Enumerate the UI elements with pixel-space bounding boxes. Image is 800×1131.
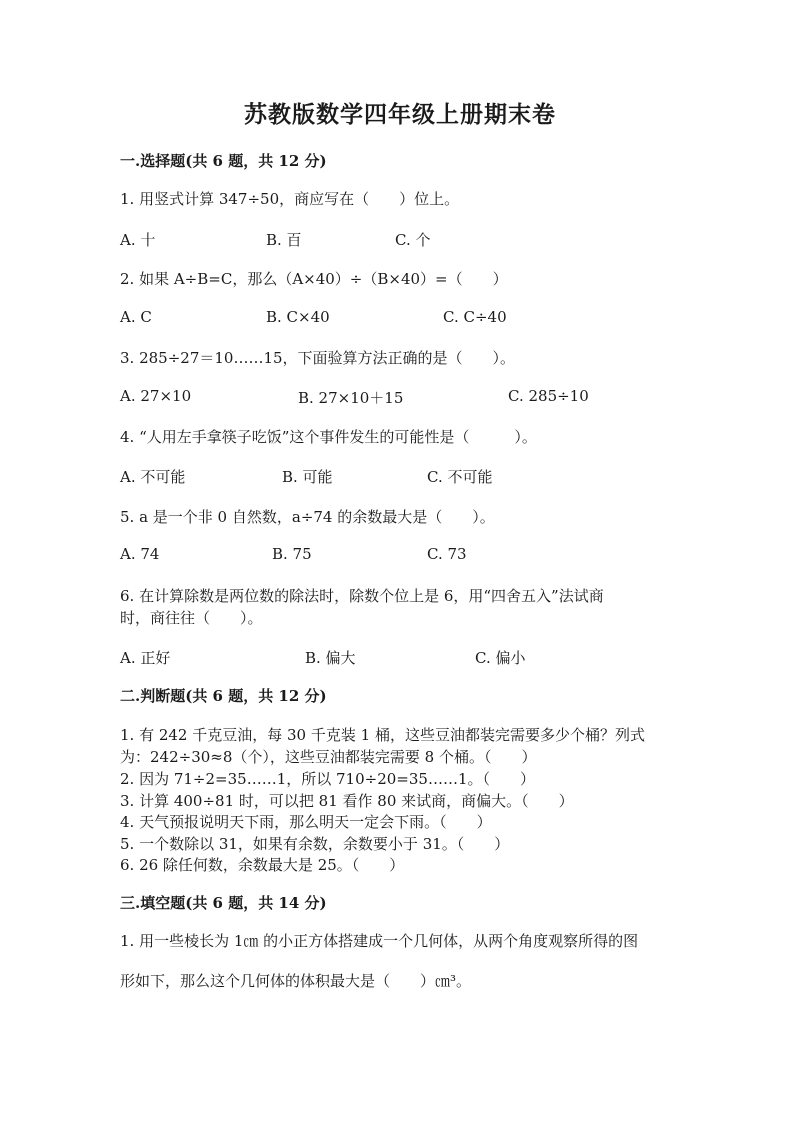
option-a: A. 27×10: [120, 387, 192, 405]
statement-line: 5. 一个数除以 31，如果有余数，余数要小于 31。（ ）: [120, 835, 510, 853]
option-b: B. 偏大: [305, 649, 356, 667]
option-c: C. C÷40: [443, 308, 507, 326]
question-text: 4. “人用左手拿筷子吃饭”这个事件发生的可能性是（ ）。: [120, 428, 537, 446]
option-c: C. 不可能: [427, 468, 493, 486]
question-text-line-2: 时，商往往（ ）。: [120, 609, 263, 627]
statement-line: 为：242÷30≈8（个），这些豆油都装完需要 8 个桶。（ ）: [120, 748, 537, 766]
question-text-line-2: 形如下，那么这个几何体的体积最大是（ ）㎝³。: [120, 972, 472, 990]
option-b: B. 27×10＋15: [298, 389, 404, 407]
question-text: 3. 285÷27＝10……15，下面验算方法正确的是（ ）。: [120, 349, 516, 367]
option-b: B. 75: [272, 545, 312, 563]
option-c: C. 个: [395, 231, 431, 249]
option-c: C. 73: [427, 545, 467, 563]
question-text-line-1: 6. 在计算除数是两位数的除法时，除数个位上是 6，用“四舍五入”法试商: [120, 587, 604, 605]
option-a: A. C: [120, 308, 152, 326]
option-b: B. 百: [266, 231, 302, 249]
question-text-line-1: 1. 用一些棱长为 1㎝ 的小正方体搭建成一个几何体，从两个角度观察所得的图: [120, 932, 639, 950]
statement-line: 4. 天气预报说明天下雨，那么明天一定会下雨。（ ）: [120, 813, 492, 831]
statement-line: 1. 有 242 千克豆油，每 30 千克装 1 桶，这些豆油都装完需要多少个桶？列式: [120, 726, 645, 744]
option-a: A. 十: [120, 231, 156, 249]
section-heading-judgement: 二.判断题(共 6 题，共 12 分): [120, 687, 327, 705]
option-a: A. 74: [120, 545, 160, 563]
option-c: C. 偏小: [475, 649, 526, 667]
statement-line: 3. 计算 400÷81 时，可以把 81 看作 80 来试商，商偏大。（ ）: [120, 792, 574, 810]
option-a: A. 不可能: [120, 468, 186, 486]
question-text: 5. a 是一个非 0 自然数，a÷74 的余数最大是（ ）。: [120, 508, 495, 526]
option-c: C. 285÷10: [508, 387, 589, 405]
option-a: A. 正好: [120, 649, 171, 667]
section-heading-choice: 一.选择题(共 6 题，共 12 分): [120, 152, 327, 170]
statement-line: 2. 因为 71÷2=35……1，所以 710÷20=35……1。（ ）: [120, 770, 535, 788]
option-b: B. 可能: [282, 468, 333, 486]
section-heading-fill-in: 三.填空题(共 6 题，共 14 分): [120, 894, 327, 912]
question-text: 1. 用竖式计算 347÷50，商应写在（ ）位上。: [120, 190, 460, 208]
statement-line: 6. 26 除任何数，余数最大是 25。（ ）: [120, 856, 405, 874]
page-title: 苏教版数学四年级上册期末卷: [244, 101, 556, 128]
question-text: 2. 如果 A÷B=C，那么（A×40）÷（B×40）=（ ）: [120, 270, 508, 288]
option-b: B. C×40: [266, 308, 330, 326]
